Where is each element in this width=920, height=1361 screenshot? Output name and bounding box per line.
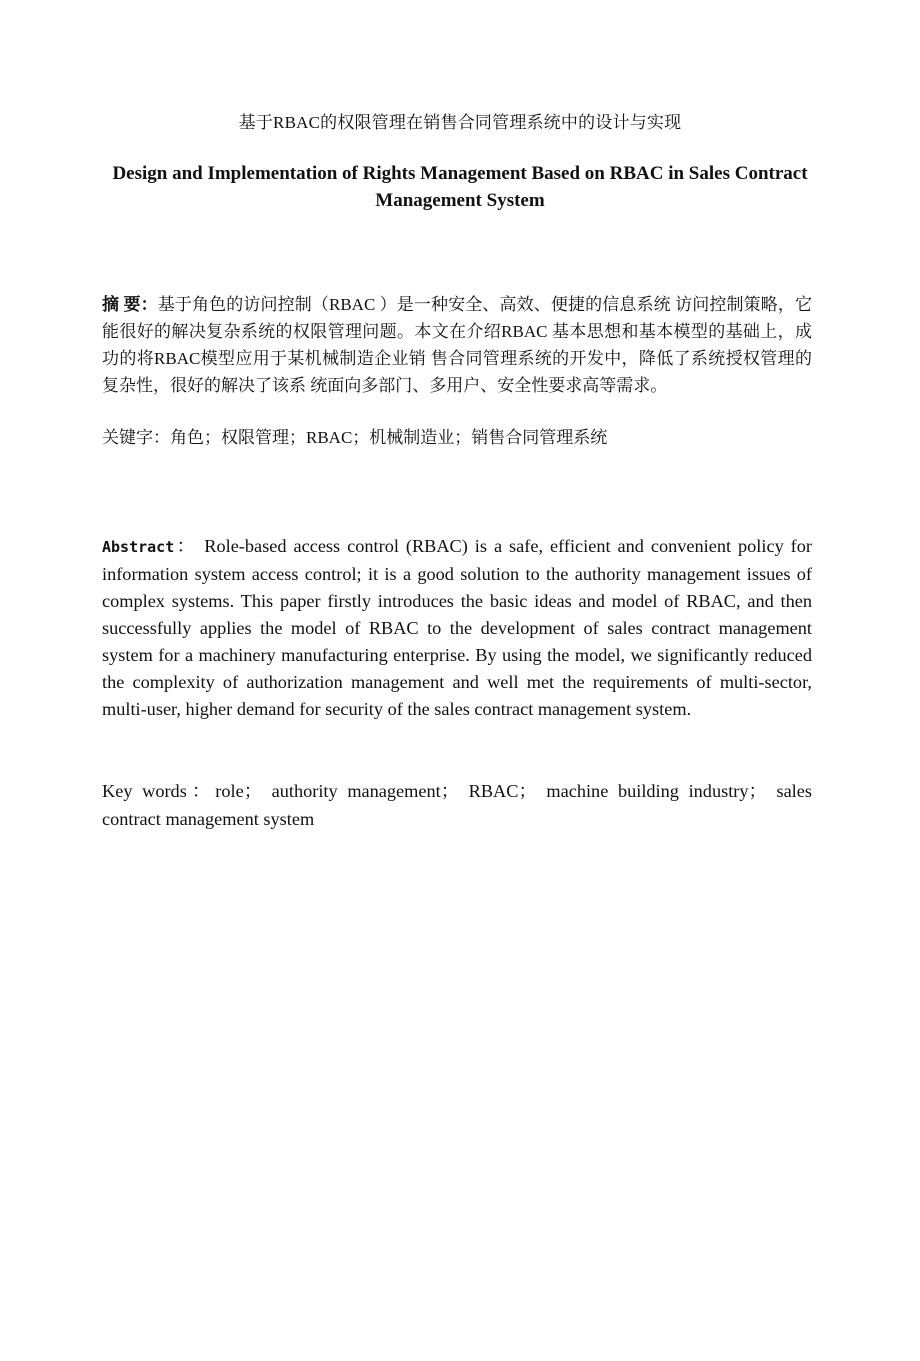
english-abstract [102, 533, 812, 723]
english-abstract-label: Abstract [102, 538, 175, 556]
english-keywords-text: role； authority management； RBAC； machine building industry； sales contract management system [102, 781, 812, 829]
chinese-keywords-text: 角色；权限管理；RBAC；机械制造业；销售合同管理系统 [170, 428, 608, 447]
chinese-abstract [102, 291, 812, 399]
chinese-keywords-label: 关键字： [102, 428, 170, 447]
english-title: Design and Implementation of Rights Management Based on RBAC in Sales Contract Management System [112, 163, 808, 211]
english-abstract-text: Role-based access control (RBAC) is a safe, efficient and convenient policy for information system access control; it is a good solution to the authority management issues of complex systems. This paper firstly introduces the basic ideas and model of RBAC, and then successfully applies the model of RBAC to the development of sales contract management system for a machinery manufacturing enterprise. By using the model, we significantly reduced the complexity of authorization management and well met the requirements of multi-sector, multi-user, higher demand for security of the sales contract management system. [102, 536, 812, 719]
chinese-abstract-label: 摘 要： [102, 295, 158, 314]
chinese-abstract-text: 基于角色的访问控制（RBAC ）是一种安全、高效、便捷的信息系统 访问控制策略，它能很好的解决复杂系统的权限管理问题。本文在介绍RBAC 基本思想和基本模型的基础上，成功的将RBAC模型应用于某机械制造企业销 售合同管理系统的开发中，降低了系统授权管理的复杂性，很好的解决了该系 统面向多部门、多用户、安全性要求高等需求。 [102, 295, 812, 395]
english-abstract-separator: ： [174, 536, 198, 556]
english-keywords-label: Key words： [102, 781, 216, 801]
chinese-keywords [102, 424, 812, 451]
chinese-title: 基于RBAC的权限管理在销售合同管理系统中的设计与实现 [238, 113, 682, 132]
english-keywords [102, 777, 812, 833]
